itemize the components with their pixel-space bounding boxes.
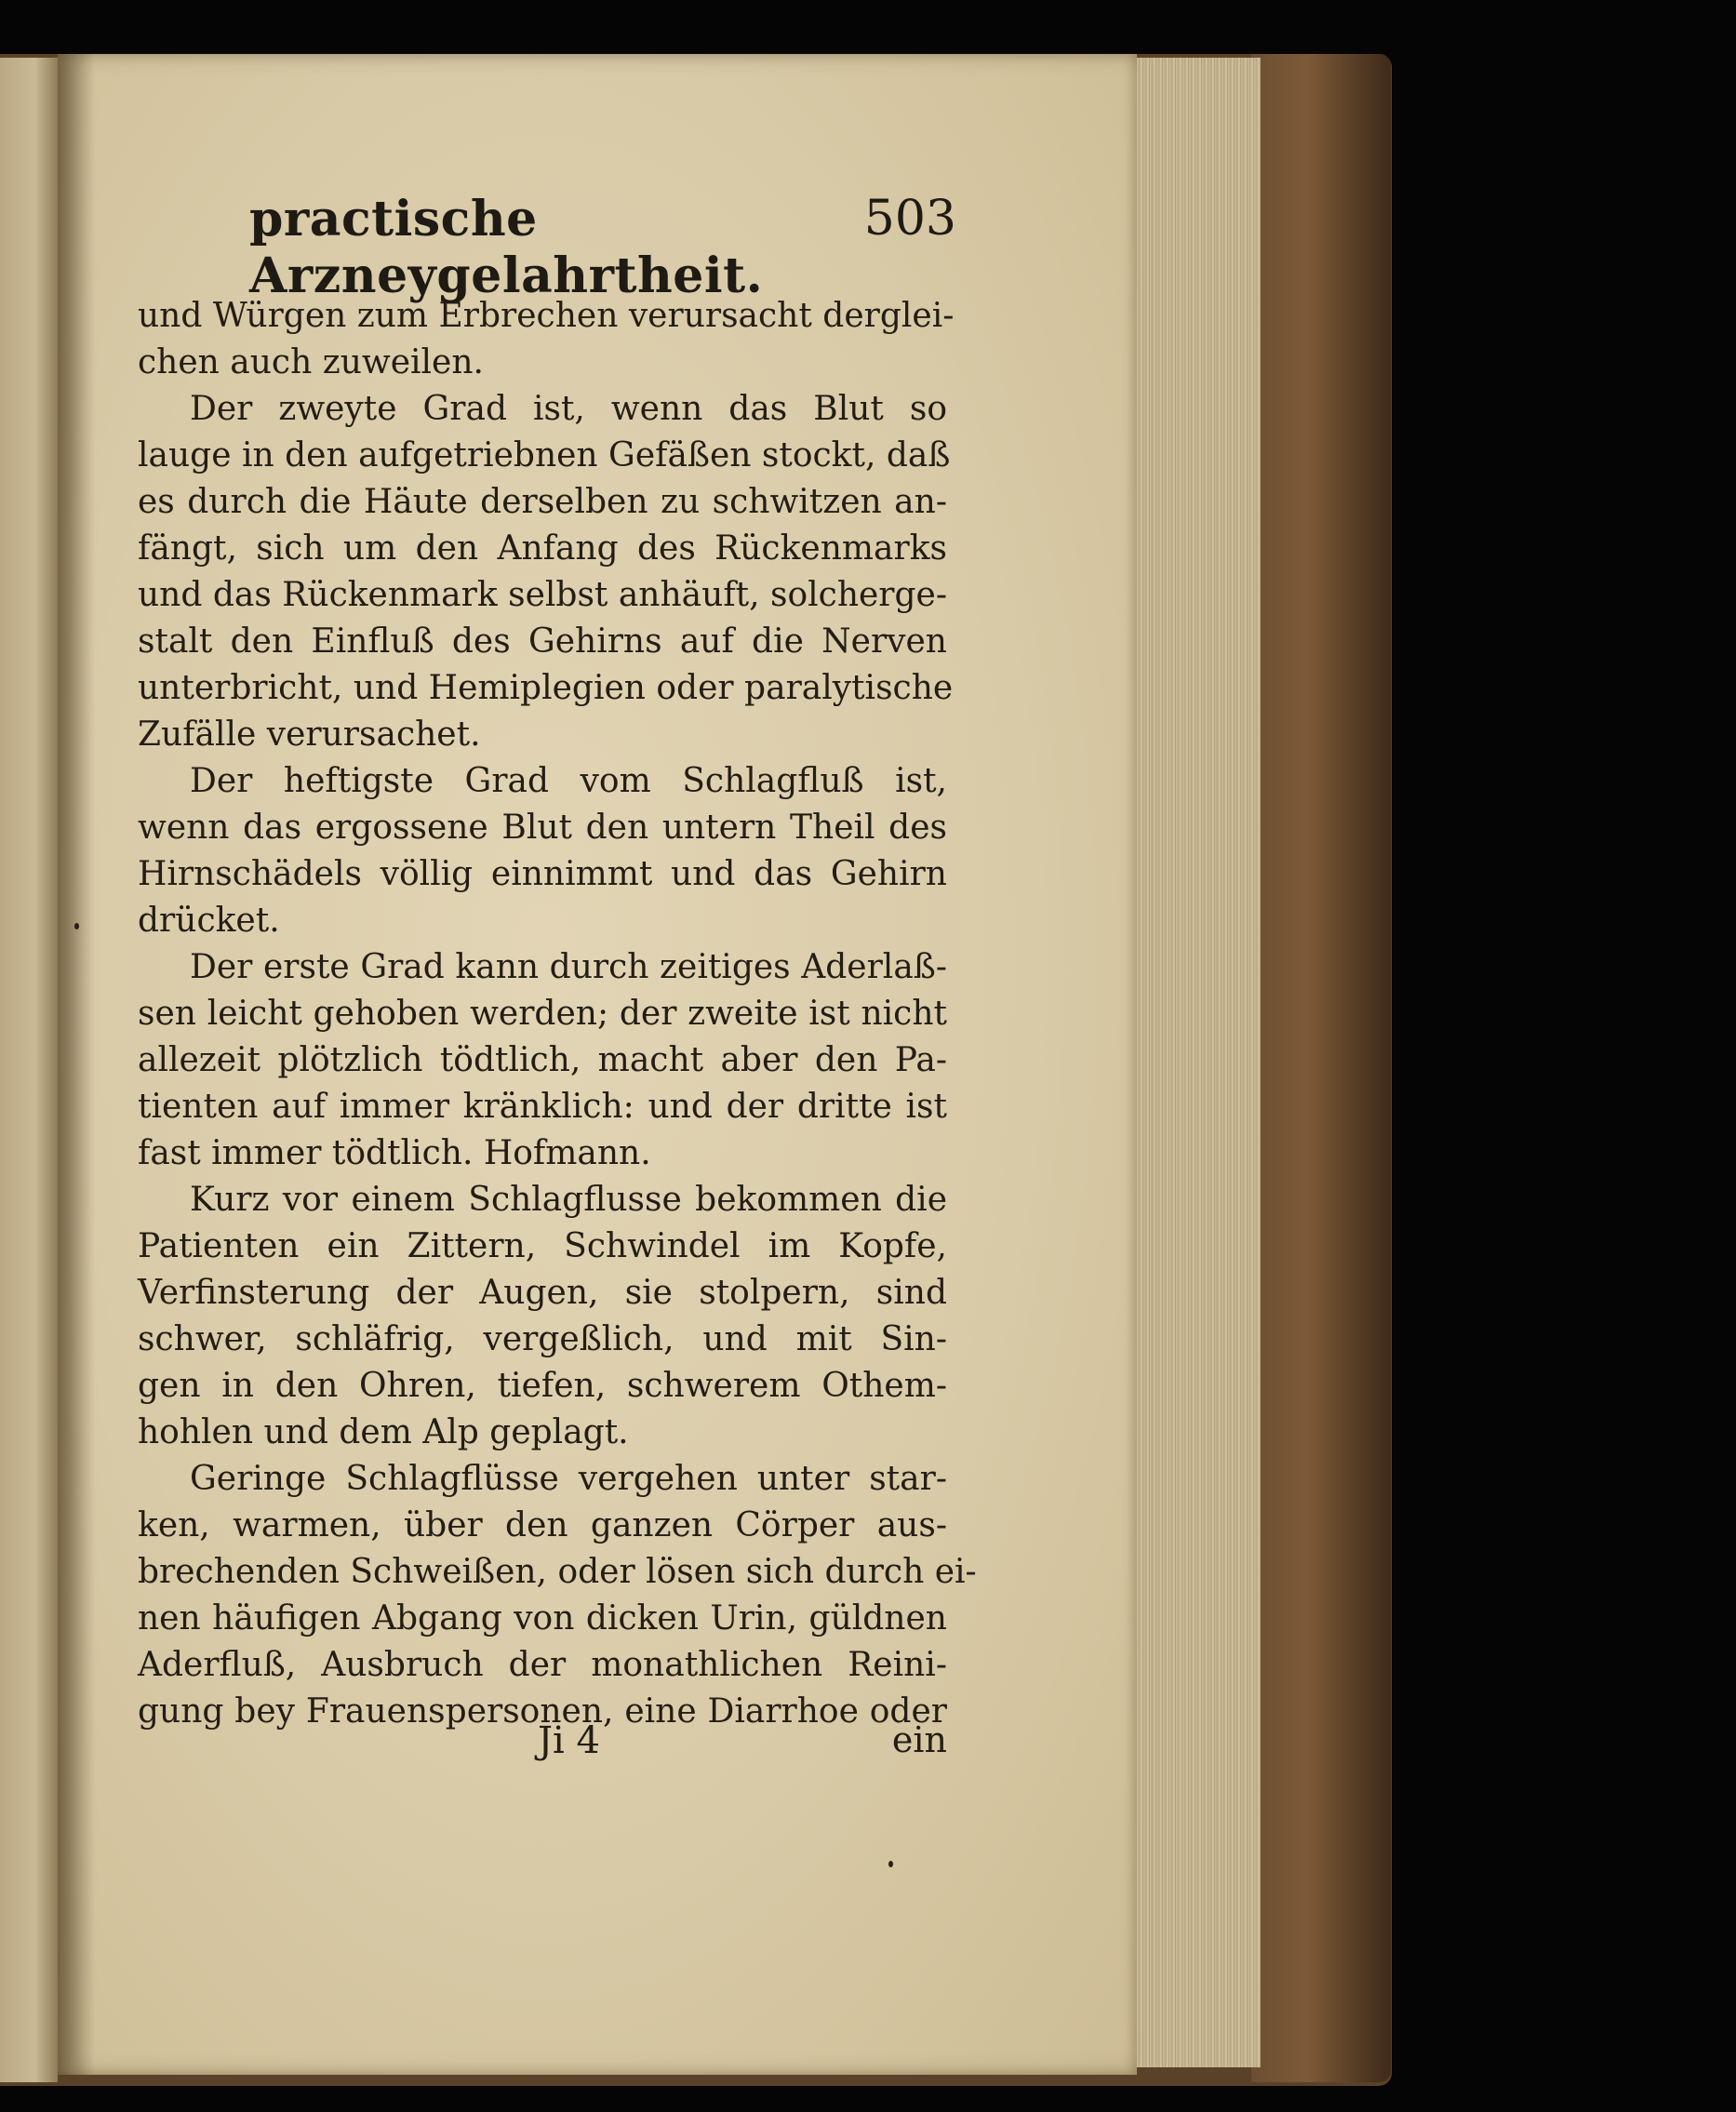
- paper-speck: [74, 923, 79, 929]
- page-header: [249, 191, 956, 304]
- facing-page-edge: [0, 58, 58, 2082]
- running-title: practische Arzneygelahrtheit.: [249, 191, 764, 304]
- text-line: sen leicht gehoben werden; der zweite ist nicht: [138, 995, 947, 1033]
- text-line: gung bey Frauenspersonen, eine Diarrhoe oder: [138, 1692, 947, 1731]
- text-line: schwer, schläfrig, vergeßlich, und mit Sin-: [138, 1320, 947, 1358]
- text-line: Patienten ein Zittern, Schwindel im Kopfe,: [138, 1227, 947, 1265]
- text-line: Der heftigste Grad vom Schlagfluß ist,: [190, 762, 947, 800]
- text-line: fast immer tödtlich. Hofmann.: [138, 1134, 651, 1172]
- signature-mark: Ji 4: [538, 1719, 600, 1762]
- text-line: Geringe Schlagflüsse vergehen unter star-: [190, 1460, 947, 1498]
- text-line: wenn das ergossene Blut den untern Theil des: [138, 809, 947, 847]
- text-line: tienten auf immer kränklich: und der dritte ist: [138, 1088, 947, 1126]
- text-line: Hirnschädels völlig einnimmt und das Gehirn: [138, 855, 947, 893]
- text-line: gen in den Ohren, tiefen, schwerem Othem-: [138, 1367, 947, 1405]
- text-line: drücket.: [138, 902, 280, 940]
- page-number: 503: [863, 191, 956, 247]
- text-line: chen auch zuweilen.: [138, 343, 484, 381]
- page-footer: [138, 1719, 947, 1775]
- text-line: und Würgen zum Erbrechen verursacht derglei-: [138, 297, 955, 335]
- text-line: brechenden Schweißen, oder lösen sich durch ei-: [138, 1553, 977, 1591]
- gutter-shadow: [58, 54, 95, 2075]
- text-line: hohlen und dem Alp geplagt.: [138, 1413, 629, 1451]
- text-line: allezeit plötzlich tödtlich, macht aber den Pa-: [138, 1041, 947, 1079]
- text-line: es durch die Häute derselben zu schwitzen an-: [138, 483, 947, 521]
- text-line: Aderfluß, Ausbruch der monathlichen Reini-: [138, 1646, 947, 1684]
- text-line: stalt den Einfluß des Gehirns auf die Nerven: [138, 622, 947, 661]
- text-line: ken, warmen, über den ganzen Cörper aus-: [138, 1506, 947, 1544]
- text-line: Der zweyte Grad ist, wenn das Blut so: [190, 390, 947, 428]
- text-line: unterbricht, und Hemiplegien oder paralytische: [138, 669, 954, 707]
- text-line: Zufälle verursachet.: [138, 715, 481, 754]
- text-line: Der erste Grad kann durch zeitiges Aderlaß-: [190, 948, 947, 986]
- text-line: und das Rückenmark selbst anhäuft, solcherge-: [138, 576, 948, 614]
- catchword: ein: [891, 1719, 947, 1760]
- page-fore-edge: [1130, 58, 1261, 2067]
- text-line: lauge in den aufgetriebnen Gefäßen stockt, daß: [138, 436, 951, 475]
- cover-edge: [1251, 54, 1391, 2082]
- text-line: nen häufigen Abgang von dicken Urin, güldnen: [138, 1599, 947, 1637]
- body-text: [138, 293, 977, 1735]
- text-line: Kurz vor einem Schlagflusse bekommen die: [190, 1181, 947, 1219]
- text-line: Verfinsterung der Augen, sie stolpern, sind: [138, 1274, 947, 1312]
- text-line: fängt, sich um den Anfang des Rückenmarks: [138, 529, 947, 568]
- paper-speck: [888, 1861, 893, 1867]
